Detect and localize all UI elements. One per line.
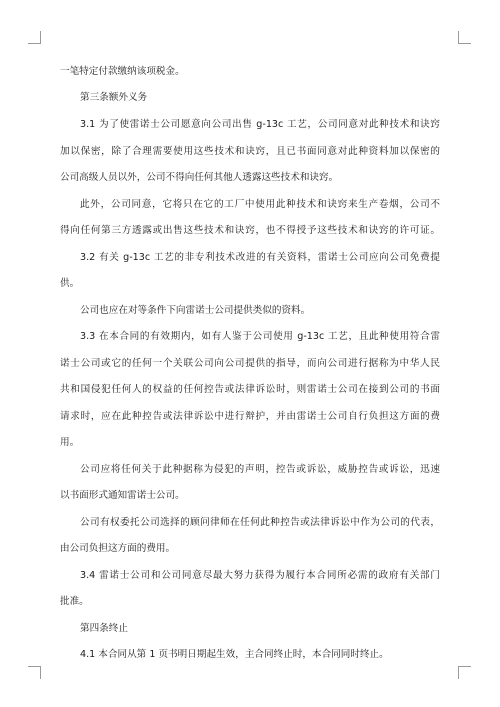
text-line: 由公司负担这方面的费用。 — [60, 543, 176, 554]
text-line: 公司应将任何关于此种据称为侵犯的声明，控告或诉讼，威胁控告或诉讼，迅速 — [80, 464, 440, 475]
text-line: 公司高级人员以外，公司不得向任何其他人透露这些技术和诀窍。 — [60, 172, 339, 183]
text-line: 共和国侵犯任何人的权益的任何控告或法律诉讼时，则雷诺士公司在接到公司的书面 — [60, 384, 440, 395]
crop-mark-top-right — [458, 31, 471, 44]
section-heading: 第四条终止 — [80, 623, 128, 634]
text-line: 请求时，应在此种控告或法律诉讼中进行辩护，并由雷诺士公司自行负担这方面的费 — [60, 411, 440, 422]
text-line: 供。 — [60, 278, 80, 289]
text-line: 3.4 雷诺士公司和公司同意尽最大努力获得为履行本合同所必需的政府有关部门 — [80, 570, 440, 581]
text-line: 3.1 为了使雷诺士公司愿意向公司出售 g-13c 工艺，公司同意对此种技术和诀窍 — [80, 119, 440, 130]
text-line: 诺士公司或它的任何一个关联公司向公司提供的指导，而向公司进行据称为中华人民 — [60, 358, 440, 369]
text-line: 批准。 — [60, 596, 89, 607]
crop-mark-bottom-right — [458, 666, 471, 679]
text-line: 一笔特定付款缴纳该项税金。 — [60, 66, 185, 77]
crop-mark-bottom-left — [28, 666, 41, 679]
text-line: 3.2 有关 g-13c 工艺的非专利技术改进的有关资料，雷诺士公司应向公司免费提 — [80, 252, 440, 263]
text-line: 用。 — [60, 437, 80, 448]
crop-mark-top-left — [28, 31, 41, 44]
text-line: 公司也应在对等条件下向雷诺士公司提供类似的资料。 — [80, 305, 311, 316]
text-line: 加以保密，除了合理需要使用这些技术和诀窍，且已书面同意对此种资料加以保密的 — [60, 146, 440, 157]
text-line: 公司有权委托公司选择的顾问律师在任何此种控告或法律诉讼中作为公司的代表， — [80, 517, 440, 528]
text-line: 3.3 在本合同的有效期内，如有人鉴于公司使用 g-13c 工艺，且此种使用符合雷 — [80, 331, 440, 342]
section-heading: 第三条额外义务 — [80, 92, 148, 103]
text-line: 4.1 本合同从第 1 页书明日期起生效，主合同终止时，本合同同时终止。 — [80, 649, 389, 660]
text-line: 此外，公司同意，它将只在它的工厂中使用此种技术和诀窍来生产卷烟，公司不 — [80, 199, 440, 210]
text-line: 以书面形式通知雷诺士公司。 — [60, 490, 185, 501]
text-line: 得向任何第三方透露或出售这些技术和诀窍，也不得授予这些技术和诀窍的许可证。 — [60, 225, 440, 236]
